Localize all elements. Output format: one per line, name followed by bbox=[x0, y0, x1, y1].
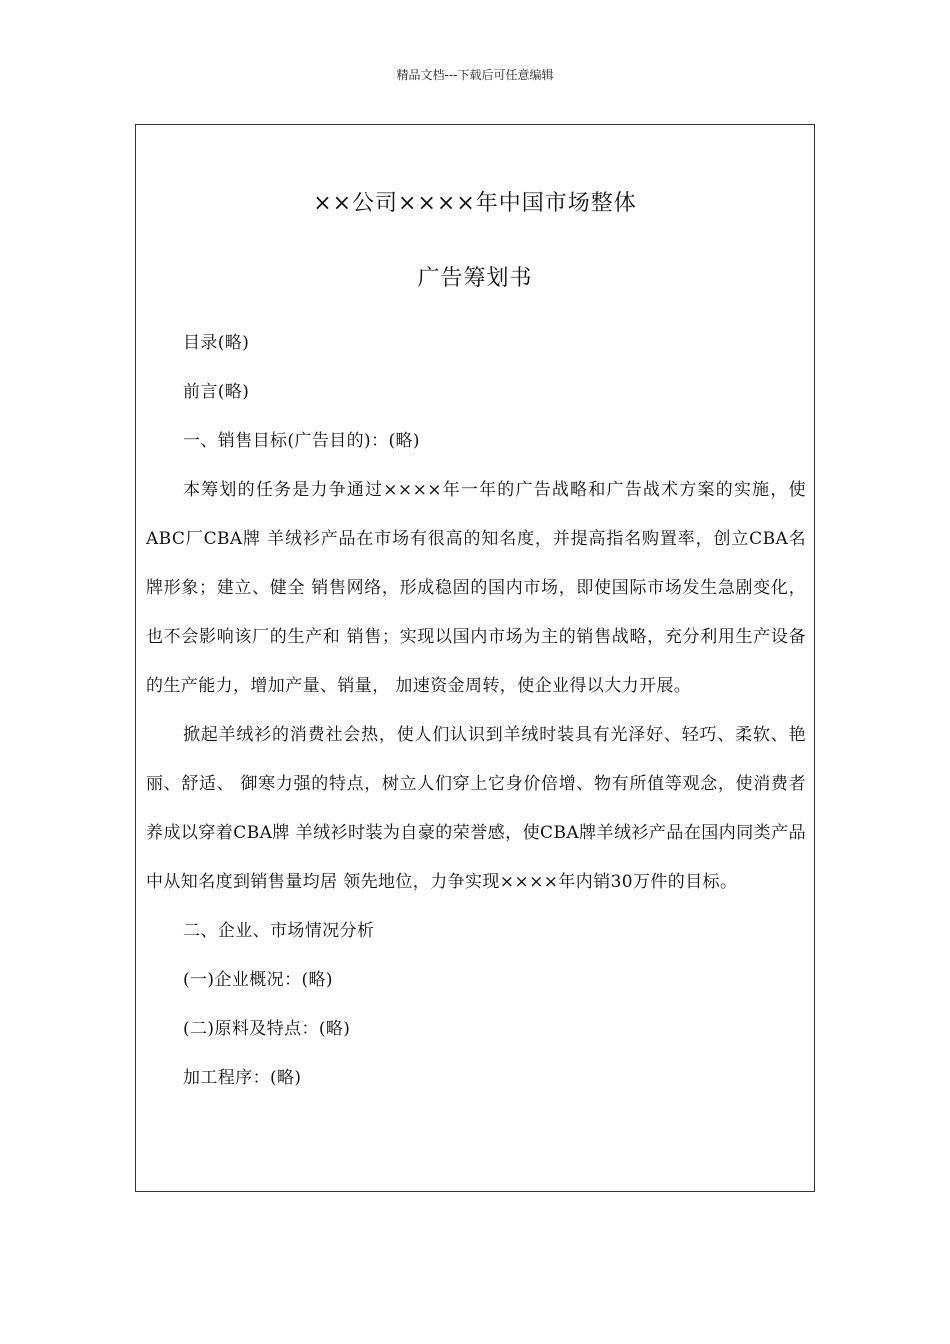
subsection-materials: (二)原料及特点：(略) bbox=[183, 1019, 351, 1039]
subsection-processing: 加工程序：(略) bbox=[183, 1068, 302, 1088]
paragraph-preface: 前言(略) bbox=[183, 382, 250, 402]
document-title-line1: ××公司××××年中国市场整体 bbox=[313, 191, 637, 216]
document-body bbox=[146, 319, 806, 1103]
subsection-company-overview: (一)企业概况：(略) bbox=[183, 970, 333, 990]
document-title-line2: 广告筹划书 bbox=[417, 266, 533, 291]
paragraph-task: 本筹划的任务是力争通过××××年一年的广告战略和广告战术方案的实施，使ABC厂CBA牌 羊绒衫产品在市场有很高的知名度，并提高指名购置率，创立CBA名牌形象；建立、健全 销售网络，形成稳固的国内市场，即使国际市场发生急剧变化，也不会影响该厂的生产和 销售；实现以国内市场为主的销售战略，充分利用生产设备的生产能力，增加产量、销量， 加速资金周转，使企业得以大力开展。 bbox=[146, 480, 806, 696]
section-heading-market-analysis: 二、企业、市场情况分析 bbox=[183, 921, 375, 941]
paragraph-consumer-trend: 掀起羊绒衫的消费社会热，使人们认识到羊绒时装具有光泽好、轻巧、柔软、艳丽、舒适、 御寒力强的特点，树立人们穿上它身价倍增、物有所值等观念，使消费者养成以穿着CBA牌 羊绒衫时装为自豪的荣誉感，使CBA牌羊绒衫产品在国内同类产品中从知名度到销售量均居 领先地位，力争实现××××年内销30万件的目标。 bbox=[146, 725, 806, 892]
section-heading-sales-goal: 一、销售目标(广告目的)：(略) bbox=[183, 431, 420, 451]
page-header-watermark: 精品文档---下载后可任意编辑 bbox=[396, 68, 554, 82]
document-frame bbox=[135, 124, 815, 1192]
paragraph-toc: 目录(略) bbox=[183, 333, 250, 353]
